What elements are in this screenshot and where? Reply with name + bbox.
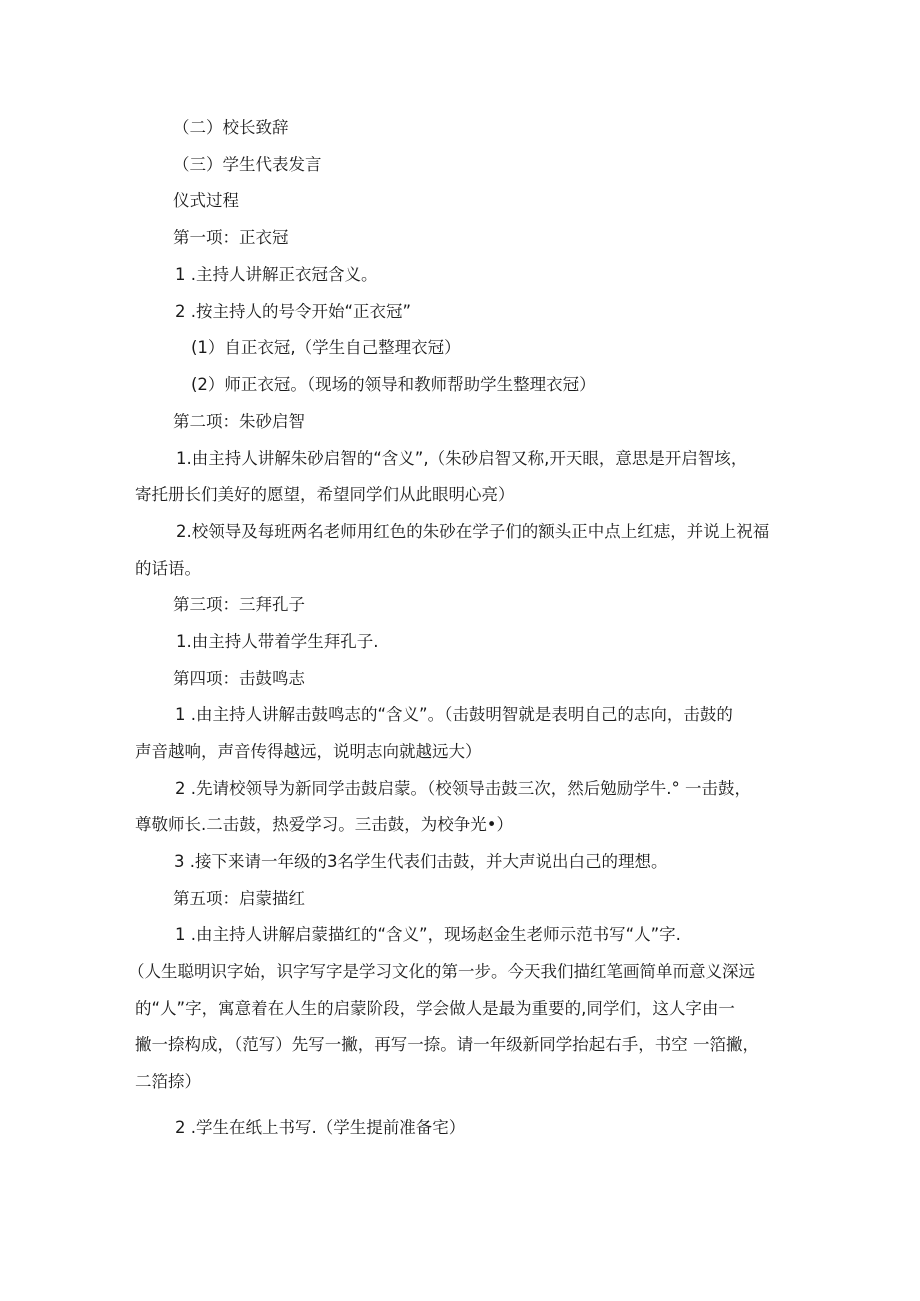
step-5-note-line-4: 二箔捺） <box>135 1072 201 1091</box>
section-item-principal-speech: （二）校长致辞 <box>173 118 289 137</box>
step-heading-5: 第五项：启蒙描红 <box>173 889 305 908</box>
step-1-sub-item-1: (1）自正衣冠,（学生自己整理衣冠） <box>191 338 461 357</box>
step-5-note-line-2: 的“人”字，寓意着在人生的启蒙阶段，学会做人是最为重要的,同学们，这人字由一 <box>135 999 735 1018</box>
step-heading-3: 第三项：三拜孔子 <box>173 595 305 614</box>
step-3-item-1: 1.由主持人带着学生拜孔子. <box>176 632 379 651</box>
step-heading-2: 第二项：朱砂启智 <box>173 412 305 431</box>
step-2-item-2-line-1: 2.校领导及每班两名老师用红色的朱砂在学子们的额头正中点上红痣，并说上祝福 <box>176 522 770 541</box>
step-5-item-1: 1 .由主持人讲解启蒙描红的“含义”，现场赵金生老师示范书写“人”字. <box>175 925 681 944</box>
step-5-note-line-1: （人生聪明识字始，识字写字是学习文化的第一步。今天我们描红笔画简单而意义深远 <box>128 962 755 981</box>
step-heading-4: 第四项：击鼓鸣志 <box>173 669 305 688</box>
step-4-item-2-line-1: 2 .先请校领导为新同学击鼓启蒙。（校领导击鼓三次，然后勉励学牛.° 一击鼓， <box>175 779 751 798</box>
step-5-item-2: 2 .学生在纸上书写.（学生提前准备宅） <box>175 1118 466 1137</box>
step-4-item-3: 3 .接下来请一年级的3名学生代表们击鼓，并大声说出白己的理想。 <box>174 852 668 871</box>
step-2-item-2-line-2: 的话语。 <box>135 559 201 578</box>
step-2-item-1-line-1: 1.由主持人讲解朱砂启智的“含义”,（朱砂启智又称,开天眼，意思是开启智垓， <box>176 449 748 468</box>
step-1-sub-item-2: (2）师正衣冠。（现场的领导和教师帮助学生整理衣冠） <box>191 375 596 394</box>
section-heading-ceremony: 仪式过程 <box>173 191 239 210</box>
step-4-item-1-line-2: 声音越响，声音传得越远，说明志向就越远大） <box>135 742 482 761</box>
step-2-item-1-line-2: 寄托册长们美好的愿望，希望同学们从此眼明心亮） <box>135 485 515 504</box>
step-heading-1: 第一项：正衣冠 <box>173 228 289 247</box>
step-1-item-1: 1 .主持人讲解正衣冠含义。 <box>175 265 378 284</box>
step-4-item-1-line-1: 1 .由主持人讲解击鼓鸣志的“含义”。（击鼓明智就是表明自己的志向，击鼓的 <box>175 705 733 724</box>
step-5-note-line-3: 撇一捺构成，（范写）先写一撇，再写一捺。请一年级新同学抬起右手，书空 一箔撇， <box>135 1035 759 1054</box>
section-item-student-speech: （三）学生代表发言 <box>173 155 322 174</box>
step-1-item-2: 2 .按主持人的号令开始“正衣冠” <box>175 302 412 321</box>
step-4-item-2-line-2: 尊敬师长.二击鼓，热爱学习。三击鼓，为校争光•） <box>135 815 513 834</box>
